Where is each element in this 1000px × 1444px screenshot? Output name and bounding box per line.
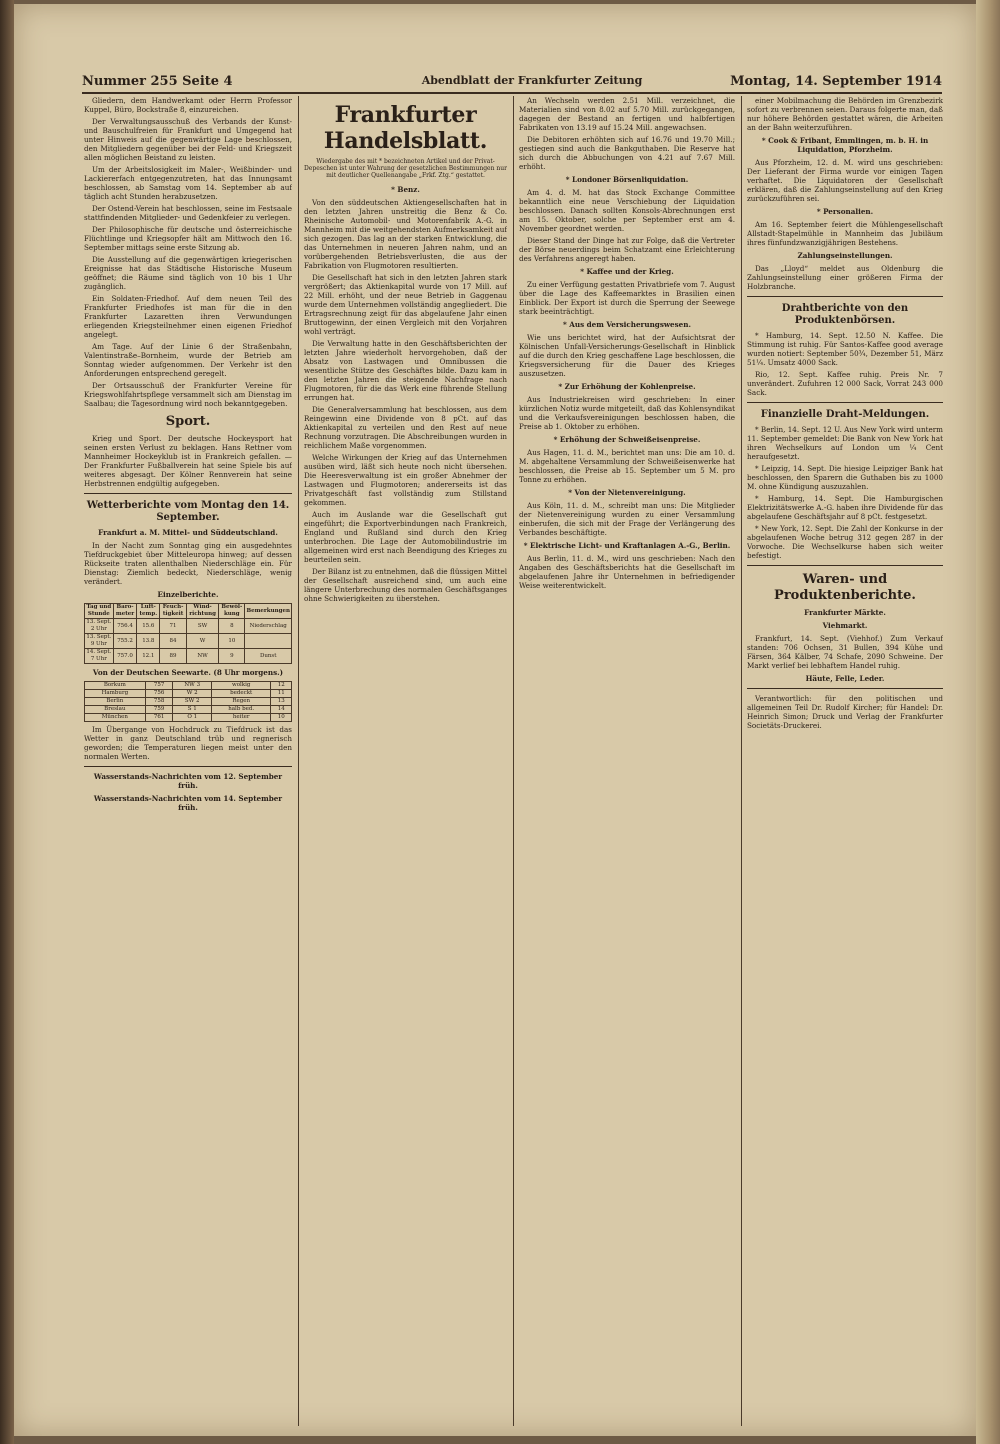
table-cell: Niederschlag — [245, 619, 292, 634]
sport-heading: Sport. — [165, 414, 211, 429]
divider — [747, 296, 943, 297]
table-row — [85, 698, 292, 706]
table-cell: 13.8 — [137, 634, 160, 649]
table-cell: 756 — [145, 690, 173, 698]
article-paragraph: Im Übergange von Hochdruck zu Tiefdruck ist das Wetter in ganz Deutschland trüb und regnerisch geworden; die Temperaturen liegen meist unter den normalen Werten. — [84, 725, 292, 761]
table-header-cell: Bewöl-kung — [219, 604, 245, 619]
reprint-note: Wiedergabe des mit * bezeichneten Artikel und der Privat-Depeschen ist unter Wahrung der gesetzlichen Bestimmungen nur mit deutlicher Quellenangabe „Frkf. Ztg.“ gestattet. — [304, 158, 507, 179]
table-cell: 8 — [219, 619, 245, 634]
seewarte-heading: Von der Deutschen Seewarte. (8 Uhr morgens.) — [92, 668, 284, 677]
table-cell: 761 — [145, 714, 173, 722]
article-paragraph: Um der Arbeitslosigkeit im Maler-, Weißbinder- und Lackiererfach entgegenzutreten, hat das Innungsamt beschlossen, ab Samstag vom 14. September ab auf täglich acht Stunden herabzusetzen. — [84, 165, 292, 201]
table-cell: halb bed. — [211, 706, 270, 714]
weather-table — [84, 603, 292, 664]
seewarte-table — [84, 681, 292, 722]
table-cell: SW — [186, 619, 218, 634]
article-heading: * Von der Nietenvereinigung. — [568, 488, 686, 497]
table-cell: O 1 — [173, 714, 212, 722]
article-paragraph: Das „Lloyd“ meldet aus Oldenburg die Zahlungseinstellung einer größeren Firma der Holzbranche. — [747, 264, 943, 291]
article-paragraph: Gliedern, dem Handwerkamt oder Herrn Professor Kuppel, Büro, Bockstraße 8, einzureichen. — [84, 96, 292, 114]
table-cell: wolkig — [211, 682, 270, 690]
weather-subheading: Frankfurt a. M. Mittel- und Süddeutschland. — [98, 528, 278, 537]
table-cell: Borkum — [85, 682, 146, 690]
weather-heading: Wetterberichte vom Montag den 14. September. — [86, 500, 290, 523]
article-paragraph: einer Mobilmachung die Behörden im Grenzbezirk sofort zu verbrennen seien. Daraus folgerte man, daß nur höhere Behörden gestattet wären, die Arbeiten an der Bahn weiterzuführen. — [747, 96, 943, 132]
table-cell: 12 — [271, 682, 292, 690]
article-paragraph: Auch im Auslande war die Gesellschaft gut eingeführt; die Exportverbindungen nach Frankreich, England und Rußland sind durch den Krieg unterbrochen. Die Lage der Automobilindustrie im allgemeinen wird erst nach Beendigung des Krieges zu beurteilen sein. — [304, 510, 507, 564]
section-heading: Drahtberichte von den Produktenbörsen. — [781, 303, 909, 326]
article-paragraph: Die Gesellschaft hat sich in den letzten Jahren stark vergrößert; das Aktienkapital wurde von 17 Mill. auf 22 Mill. erhöht, und der neue Betrieb in Gaggenau wurde dem Unternehmen vollständig angegliedert. Die Ertragsrechnung zeigt für das abgelaufene Jahr einen Bruttogewinn, der einen Vergleich mit den Vorjahren wohl verträgt. — [304, 273, 507, 336]
subsection-heading: Häute, Felle, Leder. — [805, 674, 885, 683]
article-heading: * Londoner Börsenliquidation. — [565, 175, 689, 184]
table-row — [85, 682, 292, 690]
article-heading: * Personalien. — [816, 207, 874, 216]
table-cell: 14. Sept. 7 Uhr — [86, 649, 112, 662]
table-cell: 14 — [271, 706, 292, 714]
article-paragraph: Aus Industriekreisen wird geschrieben: In einer kürzlichen Notiz wurde mitgeteilt, daß das Kohlensyndikat und die Verkaufsvereinigungen beschlossen haben, die Preise ab 1. Oktober zu erhöhen. — [519, 395, 735, 431]
section-heading: Waren- und Produktenberichte. — [774, 572, 916, 603]
subsection-heading: Frankfurter Märkte. — [804, 608, 886, 617]
table-cell: Breslau — [85, 706, 146, 714]
table-cell: 71 — [160, 619, 187, 634]
article-paragraph: Die Ausstellung auf die gegenwärtigen kriegerischen Ereignisse hat das Städtische Historische Museum geöffnet; die Räume sind täglich von 10 bis 1 Uhr zugänglich. — [84, 255, 292, 291]
table-header-cell: Bemerkungen — [245, 604, 292, 619]
article-paragraph: Aus Köln, 11. d. M., schreibt man uns: Die Mitglieder der Nietenvereinigung wurden zu einer Versammlung einberufen, die sich mit der Frage der Verlängerung des Verbandes beschäftigte. — [519, 501, 735, 537]
article-paragraph: Die Verwaltung hatte in den Geschäftsberichten der letzten Jahre wiederholt hervorgehoben, daß der Absatz von Lastwagen und Omnibussen die wesentliche Stütze des Geschäftes bilde. Dazu kam in den letzten Jahren die steigende Nachfrage nach Flugmotoren, für die das Werk eine führende Stellung errungen hat. — [304, 339, 507, 402]
table-cell: NW 3 — [173, 682, 212, 690]
divider — [84, 493, 292, 494]
table-cell: 89 — [160, 649, 187, 664]
table-header-cell: Tag und Stunde — [86, 604, 112, 617]
article-paragraph: Der Bilanz ist zu entnehmen, daß die flüssigen Mittel der Gesellschaft ausreichend sind, um auch eine längere Unterbrechung des normalen Geschäftsganges ohne Schwierigkeiten zu überstehen. — [304, 567, 507, 603]
masthead — [82, 72, 942, 94]
table-cell: 758 — [145, 698, 173, 706]
imprint: Verantwortlich: für den politischen und allgemeinen Teil Dr. Rudolf Kircher; für Handel: Dr. Heinrich Simon; Druck und Verlag der Frankfurter Societäts-Druckerei. — [747, 694, 943, 730]
article-heading: * Zur Erhöhung der Kohlenpreise. — [558, 382, 696, 391]
table-cell: 13. Sept. 9 Uhr — [86, 634, 112, 647]
table-cell: SW 2 — [173, 698, 212, 706]
article-paragraph: Aus Hagen, 11. d. M., berichtet man uns: Die am 10. d. M. abgehaltene Versammlung der Schweißeisenwerke hat beschlossen, die Preise ab 15. September um 5 M. pro Tonne zu erhöhen. — [519, 448, 735, 484]
water-heading: Wasserstands-Nachrichten vom 14. September früh. — [93, 794, 283, 812]
divider — [747, 565, 943, 566]
table-cell: 13 — [271, 698, 292, 706]
article-paragraph: Frankfurt, 14. Sept. (Viehhof.) Zum Verkauf standen: 706 Ochsen, 31 Bullen, 394 Kühe und Färsen, 364 Kälber, 74 Schafe, 2090 Schweine. Der Markt verlief bei lebhaftem Handel ruhig. — [747, 634, 943, 670]
column-handelsblatt — [304, 96, 507, 1426]
table-row — [85, 649, 292, 664]
article-paragraph: Die Debitoren erhöhten sich auf 16.76 und 19.70 Mill.; gestiegen sind auch die Bankguthaben. Die Reserve hat sich durch die Abbuchungen von 4.21 auf 7.67 Mill. erhöht. — [519, 135, 735, 171]
column-markets — [747, 96, 943, 1426]
table-cell: 11 — [271, 690, 292, 698]
article-paragraph: Aus Pforzheim, 12. d. M. wird uns geschrieben: Der Lieferant der Firma wurde vor einigen Tagen verhaftet. Die Liquidatoren der Gesellschaft erklären, daß die Zahlungseinstellung auf den Krieg zurückzuführen sei. — [747, 158, 943, 203]
article-paragraph: * Leipzig, 14. Sept. Die hiesige Leipziger Bank hat beschlossen, den Sparern die Guthaben bis zu 1000 M. ohne Kündigung auszuzahlen. — [747, 464, 943, 491]
column-local-news — [84, 96, 292, 1426]
table-cell: 15.6 — [137, 619, 160, 634]
article-heading: * Aus dem Versicherungswesen. — [563, 320, 691, 329]
table-cell: W 2 — [173, 690, 212, 698]
issue-date: Montag, 14. September 1914 — [730, 74, 942, 89]
table-cell: 13. Sept. 2 Uhr — [86, 619, 112, 632]
column-rule — [513, 96, 514, 1426]
table-row — [85, 706, 292, 714]
table-row — [85, 714, 292, 722]
article-paragraph: * Berlin, 14. Sept. 12 U. Aus New York wird unterm 11. September gemeldet: Die Bank von New York hat ihren Wechselkurs auf London um ¼ Cent heraufgesetzt. — [747, 425, 943, 461]
article-heading: Zahlungseinstellungen. — [797, 251, 893, 260]
article-paragraph: * New York, 12. Sept. Die Zahl der Konkurse in der abgelaufenen Woche betrug 312 gegen 287 in der Vorwoche. Die Wechselkurse haben sich weiter befestigt. — [747, 524, 943, 560]
table-header-cell: Baro-meter — [113, 604, 137, 619]
table-cell: München — [85, 714, 146, 722]
article-paragraph: Ein Soldaten-Friedhof. Auf dem neuen Teil des Frankfurter Friedhofes ist man für die in den Frankfurter Lazaretten ihren Verwundungen erliegenden Kriegsteilnehmer einen eigenen Friedhof angelegt. — [84, 294, 292, 339]
article-paragraph: Aus Berlin, 11. d. M., wird uns geschrieben: Nach den Angaben des Geschäftsberichts hat die Gesellschaft im abgelaufenen Jahre ihr Unternehmen in befriedigender Weise weiterentwickelt. — [519, 554, 735, 590]
table-cell: 84 — [160, 634, 187, 649]
table-cell: 10 — [219, 634, 245, 649]
article-paragraph: Der Ostend-Verein hat beschlossen, seine im Festsaale stattfindenden Mitglieder- und Gedenkfeier zu verlegen. — [84, 204, 292, 222]
table-row — [85, 634, 292, 649]
article-heading: * Cook & Fribant, Emmlingen, m. b. H. in Liquidation, Pforzheim. — [761, 136, 929, 154]
table-cell: Dunst — [245, 649, 292, 664]
section-heading: Finanzielle Draht-Meldungen. — [760, 409, 930, 420]
table-cell: Regen — [211, 698, 270, 706]
article-heading: * Kaffee und der Krieg. — [580, 267, 674, 276]
table-cell: 756.4 — [113, 619, 137, 634]
table-cell: 757 — [145, 682, 173, 690]
article-paragraph: Die Generalversammlung hat beschlossen, aus dem Reingewinn eine Dividende von 8 pCt. auf das Aktienkapital zu verteilen und den Rest auf neue Rechnung vorzutragen. Die Abschreibungen wurden in reichlichem Maße vorgenommen. — [304, 405, 507, 450]
table-row — [85, 690, 292, 698]
column-rule — [298, 96, 299, 1426]
article-heading: * Elektrische Licht- und Kraftanlagen A.-G., Berlin. — [523, 541, 731, 550]
page-edge — [976, 0, 1000, 1444]
table-cell: 10 — [271, 714, 292, 722]
column-rule — [741, 96, 742, 1426]
article-paragraph: An Wechseln werden 2.51 Mill. verzeichnet, die Materialien sind von 8.02 auf 5.70 Mill. zurückgegangen, dagegen der Bestand an fertigen und halbfertigen Fabrikaten von 13.19 auf 15.24 Mill. angewachsen. — [519, 96, 735, 132]
table-header-cell: Feuch-tigkeit — [160, 604, 187, 619]
article-paragraph: Der Verwaltungsausschuß des Verbands der Kunst- und Bauschulfreien für Frankfurt und Umgegend hat unter Hinweis auf die gegenwärtige Lage beschlossen, den Mitgliedern gegenüber bei der Feld- und Kriegszeit allen möglichen Beistand zu leisten. — [84, 117, 292, 162]
table-cell: 757.0 — [113, 649, 137, 664]
article-paragraph: Der Philosophische für deutsche und österreichische Flüchtlinge und Kriegsopfer hält am Mittwoch den 16. September mittags seine erste Sitzung ab. — [84, 225, 292, 252]
issue-number: Nummer 255 Seite 4 — [82, 74, 233, 89]
article-paragraph: Der Ortsausschuß der Frankfurter Vereine für Kriegswohlfahrtspflege versammelt sich am Dienstag im Saalbau; die Tagesordnung wird noch bekanntgegeben. — [84, 381, 292, 408]
article-paragraph: Am 16. September feiert die Mühlengesellschaft Allstadt-Stapelmühle in Mannheim das Jubiläum ihres fünfundzwanzigjährigen Bestehens. — [747, 220, 943, 247]
table-cell — [245, 634, 292, 649]
table-cell: W — [186, 634, 218, 649]
table-cell: 12.1 — [137, 649, 160, 664]
article-heading: * Erhöhung der Schweißeisenpreise. — [553, 435, 701, 444]
article-paragraph: Welche Wirkungen der Krieg auf das Unternehmen ausüben wird, läßt sich heute noch nicht übersehen. Die Heeresverwaltung ist ein großer Abnehmer der Lastwagen und Flugmotoren; andererseits ist das Privatgeschäft fast vollständig zum Stillstand gekommen. — [304, 453, 507, 507]
table-cell: 759 — [145, 706, 173, 714]
book-binding — [0, 0, 14, 1444]
table-cell: Berlin — [85, 698, 146, 706]
article-paragraph: Rio, 12. Sept. Kaffee ruhig. Preis Nr. 7 unverändert. Zufuhren 12 000 Sack, Vorrat 243 000 Sack. — [747, 370, 943, 397]
article-paragraph: * Hamburg, 14. Sept. Die Hamburgischen Elektrizitätswerke A.-G. haben ihre Dividende für das abgelaufene Geschäftsjahr auf 8 pCt. festgesetzt. — [747, 494, 943, 521]
article-paragraph: * Hamburg, 14. Sept. 12.50 N. Kaffee. Die Stimmung ist ruhig. Für Santos-Kaffee good average wurden notiert: September 50¾, Dezember 51, März 51¼. Umsatz 4000 Sack. — [747, 331, 943, 367]
table-header-cell: Luft-temp. — [137, 604, 160, 619]
table-cell: heiter — [211, 714, 270, 722]
table-title: Einzelberichte. — [157, 590, 219, 599]
article-paragraph: Wie uns berichtet wird, hat der Aufsichtsrat der Kölnischen Unfall-Versicherungs-Gesellschaft in Hinblick auf die durch den Krieg geschaffene Lage beschlossen, die Kriegsversicherung für die Dauer des Krieges auszusetzen. — [519, 333, 735, 378]
table-cell: 9 — [219, 649, 245, 664]
newspaper-title: Abendblatt der Frankfurter Zeitung — [421, 74, 643, 87]
divider — [747, 402, 943, 403]
table-row — [85, 619, 292, 634]
article-paragraph: Zu einer Verfügung gestatten Privatbriefe vom 7. August über die Lage des Kaffeemarktes in Brasilien einen Einblick. Der Export ist durch die Sperrung der Seewege stark beeinträchtigt. — [519, 280, 735, 316]
divider — [747, 688, 943, 689]
table-cell: bedeckt — [211, 690, 270, 698]
divider — [84, 766, 292, 767]
article-paragraph: Am 4. d. M. hat das Stock Exchange Committee bekanntlich eine neue Verschiebung der Liquidation beschlossen. Danach sollten Konsols-Abrechnungen erst am 15. Oktober, solche per September erst am 4. November geordnet werden. — [519, 188, 735, 233]
article-paragraph: Von den süddeutschen Aktiengesellschaften hat in den letzten Jahren unstreitig die Benz & Co. Rheinische Automobil- und Motorenfabrik A.-G. in Mannheim mit die weitgehendsten Aufmerksamkeit auf sich gezogen. Das lag an der starken Entwicklung, die das Unternehmen in neueren Jahren nahm, und an vorübergehenden Betriebsverlusten, die aus der Fabrikation von Flugmotoren resultierten. — [304, 198, 507, 270]
table-cell: Hamburg — [85, 690, 146, 698]
article-paragraph: Krieg und Sport. Der deutsche Hockeysport hat seinen ersten Verlust zu beklagen. Hans Rettner vom Mannheimer Hockeyklub ist in Frankreich gefallen. — Der Frankfurter Fußballverein hat seine Spiele bis auf weiteres abgesagt. Der Kölner Rennverein hat seine Herbstrennen endgültig aufgegeben. — [84, 434, 292, 488]
article-paragraph: Am Tage. Auf der Linie 6 der Straßenbahn, Valentinstraße–Bornheim, wurde der Betrieb am Sonntag wieder aufgenommen. Der Verkehr ist den Anforderungen entsprechend geregelt. — [84, 342, 292, 378]
article-paragraph: Dieser Stand der Dinge hat zur Folge, daß die Vertreter der Börse neuerdings beim Schatzamt eine Erleichterung des Verfahrens angeregt haben. — [519, 236, 735, 263]
subsection-heading: Viehmarkt. — [822, 621, 868, 630]
water-heading: Wasserstands-Nachrichten vom 12. September früh. — [93, 772, 283, 790]
column-business — [519, 96, 735, 1426]
table-header-cell: Wind-richtung — [186, 604, 218, 619]
table-cell: NW — [186, 649, 218, 664]
table-cell: S 1 — [173, 706, 212, 714]
article-heading: * Benz. — [391, 185, 420, 194]
handelsblatt-title: Frankfurter Handelsblatt. — [323, 102, 488, 154]
table-cell: 755.2 — [113, 634, 137, 649]
article-paragraph: In der Nacht zum Sonntag ging ein ausgedehntes Tiefdruckgebiet über Mitteleuropa hinweg; auf dessen Rückseite traten allenthalben Niederschläge ein. Für Dienstag: Ziemlich bedeckt, Niederschläge, wenig verändert. — [84, 541, 292, 586]
